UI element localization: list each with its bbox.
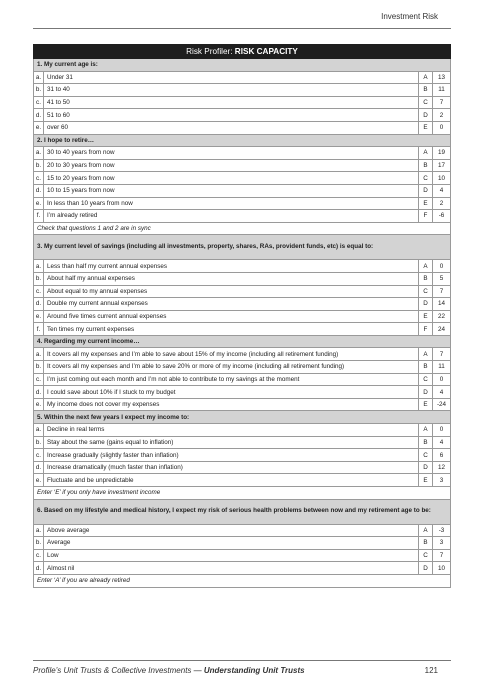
answer-text: My income does not cover my expenses bbox=[44, 398, 419, 411]
answer-text: Almost nil bbox=[44, 562, 419, 575]
answer-score: 0 bbox=[432, 373, 450, 386]
answer-score: 7 bbox=[432, 285, 450, 298]
answer-row bbox=[34, 474, 451, 487]
answer-row bbox=[34, 260, 451, 273]
answer-text: I’m just coming out each month and I’m not able to contribute to my savings at the moment bbox=[44, 373, 419, 386]
answer-score: 4 bbox=[432, 184, 450, 197]
answer-letter: a. bbox=[34, 524, 44, 537]
answer-text: About equal to my annual expenses bbox=[44, 285, 419, 298]
answer-score: 10 bbox=[432, 172, 450, 185]
answer-code: A bbox=[418, 147, 432, 160]
answer-code: D bbox=[418, 298, 432, 311]
answer-score: 13 bbox=[432, 71, 450, 84]
answer-score: 0 bbox=[432, 260, 450, 273]
table-title bbox=[34, 45, 451, 59]
answer-letter: c. bbox=[34, 549, 44, 562]
answer-score: 0 bbox=[432, 121, 450, 134]
table-title-row bbox=[34, 45, 451, 59]
answer-code: C bbox=[418, 285, 432, 298]
answer-score: 6 bbox=[432, 449, 450, 462]
answer-code: A bbox=[418, 348, 432, 361]
answer-code: E bbox=[418, 121, 432, 134]
section-note-row bbox=[34, 222, 451, 235]
answer-letter: d. bbox=[34, 562, 44, 575]
answer-letter: d. bbox=[34, 184, 44, 197]
answer-letter: d. bbox=[34, 298, 44, 311]
answer-text: 41 to 50 bbox=[44, 96, 419, 109]
answer-letter: e. bbox=[34, 398, 44, 411]
answer-code: C bbox=[418, 172, 432, 185]
answer-score: -3 bbox=[432, 524, 450, 537]
answer-text: Less than half my current annual expenses bbox=[44, 260, 419, 273]
answer-letter: e. bbox=[34, 474, 44, 487]
answer-letter: f. bbox=[34, 323, 44, 336]
answer-row bbox=[34, 398, 451, 411]
answer-score: 7 bbox=[432, 348, 450, 361]
answer-code: B bbox=[418, 436, 432, 449]
answer-row bbox=[34, 449, 451, 462]
answer-text: I could save about 10% if I stuck to my budget bbox=[44, 386, 419, 399]
section-note: Check that questions 1 and 2 are in sync bbox=[34, 222, 451, 235]
answer-score: 10 bbox=[432, 562, 450, 575]
answer-code: D bbox=[418, 562, 432, 575]
answer-score: 4 bbox=[432, 436, 450, 449]
answer-row bbox=[34, 386, 451, 399]
section-note-row bbox=[34, 487, 451, 500]
answer-letter: a. bbox=[34, 71, 44, 84]
answer-code: A bbox=[418, 260, 432, 273]
section-note: Enter ‘A’ if you are already retired bbox=[34, 574, 451, 587]
answer-row bbox=[34, 424, 451, 437]
risk-profiler-table bbox=[33, 44, 451, 588]
answer-score: 7 bbox=[432, 96, 450, 109]
question-heading: 5. Within the next few years I expect my income to: bbox=[34, 411, 451, 424]
answer-text: Average bbox=[44, 537, 419, 550]
answer-text: I’m already retired bbox=[44, 210, 419, 223]
answer-row bbox=[34, 361, 451, 374]
answer-score: 19 bbox=[432, 147, 450, 160]
table-title-prefix: Risk Profiler: bbox=[186, 47, 235, 56]
table-title-emphasis: RISK CAPACITY bbox=[234, 47, 298, 56]
answer-row bbox=[34, 71, 451, 84]
answer-text: 15 to 20 years from now bbox=[44, 172, 419, 185]
answer-letter: c. bbox=[34, 285, 44, 298]
answer-code: A bbox=[418, 424, 432, 437]
question-heading: 1. My current age is: bbox=[34, 59, 451, 72]
answer-score: 11 bbox=[432, 84, 450, 97]
answer-score: 3 bbox=[432, 474, 450, 487]
running-header: Investment Risk bbox=[381, 12, 438, 21]
answer-text: About half my annual expenses bbox=[44, 272, 419, 285]
answer-row bbox=[34, 272, 451, 285]
answer-row bbox=[34, 147, 451, 160]
answer-row bbox=[34, 121, 451, 134]
answer-letter: e. bbox=[34, 310, 44, 323]
answer-letter: b. bbox=[34, 272, 44, 285]
question-heading: 6. Based on my lifestyle and medical history, I expect my risk of serious health problems between now and my retirement age to be: bbox=[34, 499, 451, 524]
answer-code: F bbox=[418, 323, 432, 336]
answer-text: 30 to 40 years from now bbox=[44, 147, 419, 160]
answer-code: E bbox=[418, 474, 432, 487]
question-heading: 3. My current level of savings (including all investments, property, shares, RAs, provident funds, etc) is equal to: bbox=[34, 235, 451, 260]
answer-score: -24 bbox=[432, 398, 450, 411]
answer-row bbox=[34, 310, 451, 323]
answer-letter: c. bbox=[34, 172, 44, 185]
question-heading: 2. I hope to retire… bbox=[34, 134, 451, 147]
answer-text: Increase gradually (slightly faster than inflation) bbox=[44, 449, 419, 462]
answer-code: D bbox=[418, 109, 432, 122]
answer-code: C bbox=[418, 373, 432, 386]
answer-row bbox=[34, 84, 451, 97]
answer-letter: b. bbox=[34, 537, 44, 550]
question-heading-row bbox=[34, 235, 451, 260]
answer-code: D bbox=[418, 184, 432, 197]
answer-text: It covers all my expenses and I’m able to save 20% or more of my income (including all retirement funding) bbox=[44, 361, 419, 374]
answer-text: Ten times my current expenses bbox=[44, 323, 419, 336]
answer-row bbox=[34, 436, 451, 449]
answer-letter: f. bbox=[34, 210, 44, 223]
answer-text: Increase dramatically (much faster than inflation) bbox=[44, 461, 419, 474]
answer-code: C bbox=[418, 449, 432, 462]
answer-row bbox=[34, 549, 451, 562]
answer-score: 24 bbox=[432, 323, 450, 336]
answer-score: 11 bbox=[432, 361, 450, 374]
answer-letter: d. bbox=[34, 109, 44, 122]
answer-row bbox=[34, 348, 451, 361]
answer-text: over 60 bbox=[44, 121, 419, 134]
answer-code: E bbox=[418, 310, 432, 323]
answer-code: E bbox=[418, 398, 432, 411]
footer-book-title: Understanding Unit Trusts bbox=[203, 666, 305, 675]
answer-text: Fluctuate and be unpredictable bbox=[44, 474, 419, 487]
answer-code: C bbox=[418, 549, 432, 562]
answer-letter: a. bbox=[34, 424, 44, 437]
answer-letter: b. bbox=[34, 159, 44, 172]
answer-row bbox=[34, 159, 451, 172]
answer-text: 31 to 40 bbox=[44, 84, 419, 97]
answer-score: -6 bbox=[432, 210, 450, 223]
answer-code: B bbox=[418, 84, 432, 97]
answer-score: 2 bbox=[432, 109, 450, 122]
answer-letter: c. bbox=[34, 449, 44, 462]
answer-row bbox=[34, 109, 451, 122]
footer-publication: Profile’s Unit Trusts & Collective Investments — bbox=[33, 666, 204, 675]
answer-text: Decline in real terms bbox=[44, 424, 419, 437]
answer-row bbox=[34, 461, 451, 474]
answer-code: D bbox=[418, 461, 432, 474]
answer-score: 2 bbox=[432, 197, 450, 210]
answer-score: 0 bbox=[432, 424, 450, 437]
answer-row bbox=[34, 373, 451, 386]
answer-text: Double my current annual expenses bbox=[44, 298, 419, 311]
answer-row bbox=[34, 562, 451, 575]
answer-row bbox=[34, 524, 451, 537]
question-heading-row bbox=[34, 59, 451, 72]
answer-text: Around five times current annual expenses bbox=[44, 310, 419, 323]
answer-letter: a. bbox=[34, 147, 44, 160]
answer-code: B bbox=[418, 537, 432, 550]
question-heading-row bbox=[34, 499, 451, 524]
answer-text: 10 to 15 years from now bbox=[44, 184, 419, 197]
answer-code: A bbox=[418, 71, 432, 84]
answer-code: A bbox=[418, 524, 432, 537]
answer-text: Low bbox=[44, 549, 419, 562]
answer-letter: b. bbox=[34, 84, 44, 97]
answer-row bbox=[34, 96, 451, 109]
answer-text: 20 to 30 years from now bbox=[44, 159, 419, 172]
answer-row bbox=[34, 172, 451, 185]
answer-score: 7 bbox=[432, 549, 450, 562]
section-note: Enter ‘E’ if you only have investment income bbox=[34, 487, 451, 500]
answer-score: 17 bbox=[432, 159, 450, 172]
answer-letter: c. bbox=[34, 96, 44, 109]
answer-score: 14 bbox=[432, 298, 450, 311]
answer-text: Above average bbox=[44, 524, 419, 537]
answer-score: 5 bbox=[432, 272, 450, 285]
answer-letter: d. bbox=[34, 386, 44, 399]
answer-letter: e. bbox=[34, 121, 44, 134]
answer-row bbox=[34, 537, 451, 550]
answer-code: B bbox=[418, 159, 432, 172]
answer-score: 4 bbox=[432, 386, 450, 399]
question-heading-row bbox=[34, 335, 451, 348]
answer-row bbox=[34, 197, 451, 210]
header-divider bbox=[33, 28, 451, 29]
answer-code: E bbox=[418, 197, 432, 210]
answer-row bbox=[34, 285, 451, 298]
answer-text: 51 to 60 bbox=[44, 109, 419, 122]
question-heading: 4. Regarding my current income… bbox=[34, 335, 451, 348]
footer-divider bbox=[33, 660, 451, 661]
answer-row bbox=[34, 323, 451, 336]
answer-letter: b. bbox=[34, 361, 44, 374]
answer-letter: b. bbox=[34, 436, 44, 449]
answer-text: Stay about the same (gains equal to inflation) bbox=[44, 436, 419, 449]
answer-letter: d. bbox=[34, 461, 44, 474]
answer-code: F bbox=[418, 210, 432, 223]
answer-text: It covers all my expenses and I’m able to save about 15% of my income (including all retirement funding) bbox=[44, 348, 419, 361]
answer-letter: a. bbox=[34, 260, 44, 273]
answer-text: Under 31 bbox=[44, 71, 419, 84]
answer-score: 3 bbox=[432, 537, 450, 550]
answer-code: B bbox=[418, 361, 432, 374]
page-number: 121 bbox=[424, 666, 438, 675]
section-note-row bbox=[34, 574, 451, 587]
answer-row bbox=[34, 210, 451, 223]
answer-letter: a. bbox=[34, 348, 44, 361]
answer-letter: c. bbox=[34, 373, 44, 386]
answer-letter: e. bbox=[34, 197, 44, 210]
answer-code: B bbox=[418, 272, 432, 285]
answer-score: 12 bbox=[432, 461, 450, 474]
question-heading-row bbox=[34, 411, 451, 424]
answer-code: D bbox=[418, 386, 432, 399]
answer-row bbox=[34, 184, 451, 197]
answer-row bbox=[34, 298, 451, 311]
answer-code: C bbox=[418, 96, 432, 109]
answer-text: In less than 10 years from now bbox=[44, 197, 419, 210]
answer-score: 22 bbox=[432, 310, 450, 323]
question-heading-row bbox=[34, 134, 451, 147]
footer-credit bbox=[33, 666, 305, 675]
